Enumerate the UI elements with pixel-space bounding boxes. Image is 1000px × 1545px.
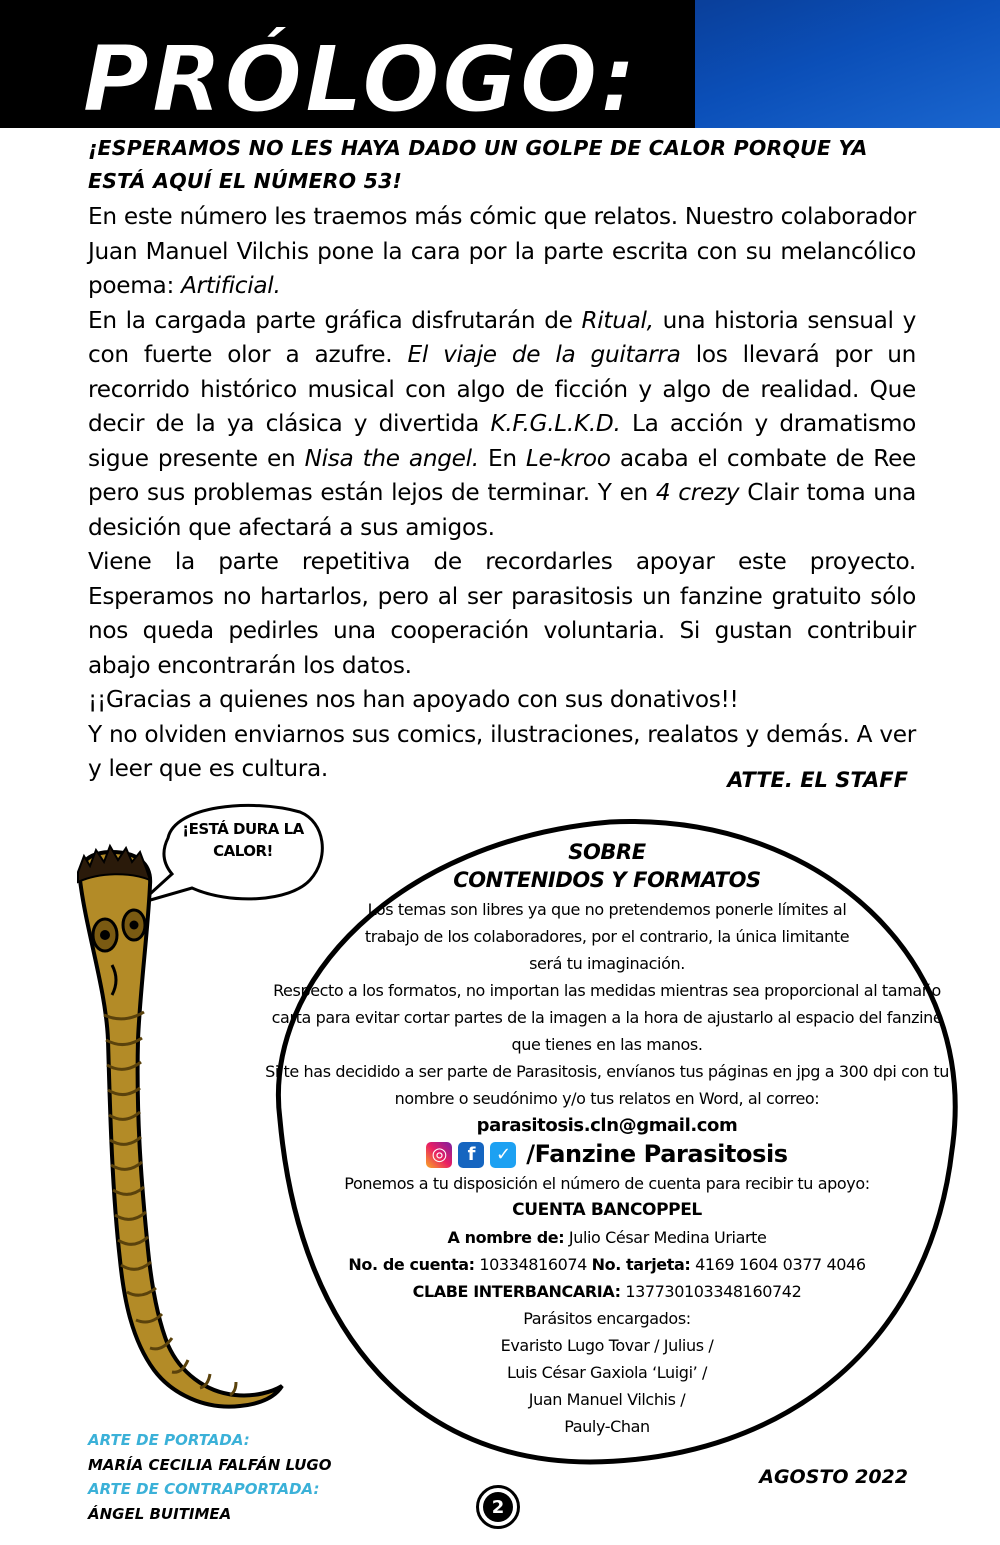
info-paragraph-1: Los temas son libres ya que no pretendemos ponerle límites al trabajo de los colaboradores, por el contrario, la única limitante será tu imaginación. (364, 900, 850, 973)
account-holder-line: A nombre de: Julio César Medina Uriarte (447, 1228, 767, 1247)
intro-heading: ¡ESPERAMOS NO LES HAYA DADO UN GOLPE DE CALOR PORQUE YA ESTÁ AQUÍ EL NÚMERO 53! (88, 136, 868, 193)
page-number-badge (476, 1485, 520, 1529)
contact-email-link[interactable]: parasitosis.cln@gmail.com (476, 1115, 738, 1136)
staff-member: Pauly-Chan (564, 1417, 650, 1436)
support-text: Ponemos a tu disposición el número de cuenta para recibir tu apoyo: (344, 1174, 870, 1193)
paragraph-4: ¡¡Gracias a quienes nos han apoyado con sus donativos!! (88, 686, 739, 713)
social-links (262, 1141, 952, 1168)
staff-heading: Parásitos encargados: (523, 1309, 691, 1328)
staff-member: Evaristo Lugo Tovar / Julius / (500, 1336, 714, 1355)
facebook-icon[interactable]: f (458, 1142, 484, 1168)
twitter-icon[interactable]: ✓ (490, 1142, 516, 1168)
info-heading-1: SOBRE (568, 840, 646, 864)
paragraph-2: En la cargada parte gráfica disfrutarán de Ritual, una historia sensual y con fuerte olor a azufre. El viaje de la guitarra los llevará por un recorrido histórico musical con algo de ficción y algo de realidad. Que decir de la ya clásica y divertida K.F.G.L.K.D. La acción y dramatismo sigue presente en Nisa the angel. En Le-kroo acaba el combate de Ree pero sus problemas están lejos de terminar. Y en 4 crezy Clair toma una desición que afectará a sus amigos. (88, 306, 917, 541)
art-credits (88, 1428, 331, 1526)
info-paragraph-2: Respecto a los formatos, no importan las medidas mientras sea proporcional al tamaño carta para evitar cortar partes de la imagen a la hora de ajustarlo al espacio del fanzine que tienes en las manos. (271, 981, 943, 1054)
issue-date: AGOSTO 2022 (759, 1466, 908, 1488)
back-cover-art-name: ÁNGEL BUITIMEA (88, 1504, 232, 1523)
page-title: PRÓLOGO: (82, 26, 639, 133)
cover-art-label: ARTE DE PORTADA: (88, 1431, 250, 1449)
clabe-line: CLABE INTERBANCARIA: 137730103348160742 (412, 1282, 802, 1301)
paragraph-1: En este número les traemos más cómic que relatos. Nuestro colaborador Juan Manuel Vilchis pone la cara por la parte escrita con su melancólico poema: Artificial. (88, 203, 916, 299)
info-heading-2: CONTENIDOS Y FORMATOS (453, 868, 761, 892)
cover-art-name: MARÍA CECILIA FALFÁN LUGO (88, 1455, 332, 1474)
worm-creature (78, 846, 282, 1407)
page-number: 2 (483, 1492, 513, 1522)
info-paragraph-3: Si te has decidido a ser parte de Parasitosis, envíanos tus páginas en jpg a 300 dpi con tu nombre o seudónimo y/o tus relatos en Word, al correo: (265, 1062, 949, 1108)
back-cover-art-label: ARTE DE CONTRAPORTADA: (88, 1480, 320, 1498)
staff-member: Juan Manuel Vilchis / (528, 1390, 686, 1409)
signoff: ATTE. EL STAFF (727, 768, 908, 792)
paragraph-5: Y no olviden enviarnos sus comics, ilustraciones, realatos y demás. A ver y leer que es cultura. (88, 720, 916, 782)
social-handle[interactable]: /Fanzine Parasitosis (526, 1140, 788, 1168)
instagram-icon[interactable]: ◎ (426, 1142, 452, 1168)
info-box (262, 838, 952, 1440)
paragraph-3: Viene la parte repetitiva de recordarles apoyar este proyecto. Esperamos no hartarlos, pero al ser parasitosis un fanzine gratuito sólo nos queda pedirles una cooperación voluntaria. Si gustan contribuir abajo encontrarán los datos. (88, 548, 916, 679)
account-number-line: No. de cuenta: 10334816074 No. tarjeta: 4169 1604 0377 4046 (348, 1255, 866, 1274)
staff-member: Luis César Gaxiola ‘Luigi’ / (507, 1363, 707, 1382)
speech-bubble-text: ¡ESTÁ DURA LA CALOR! (182, 820, 304, 860)
bank-name: CUENTA BANCOPPEL (512, 1200, 702, 1220)
